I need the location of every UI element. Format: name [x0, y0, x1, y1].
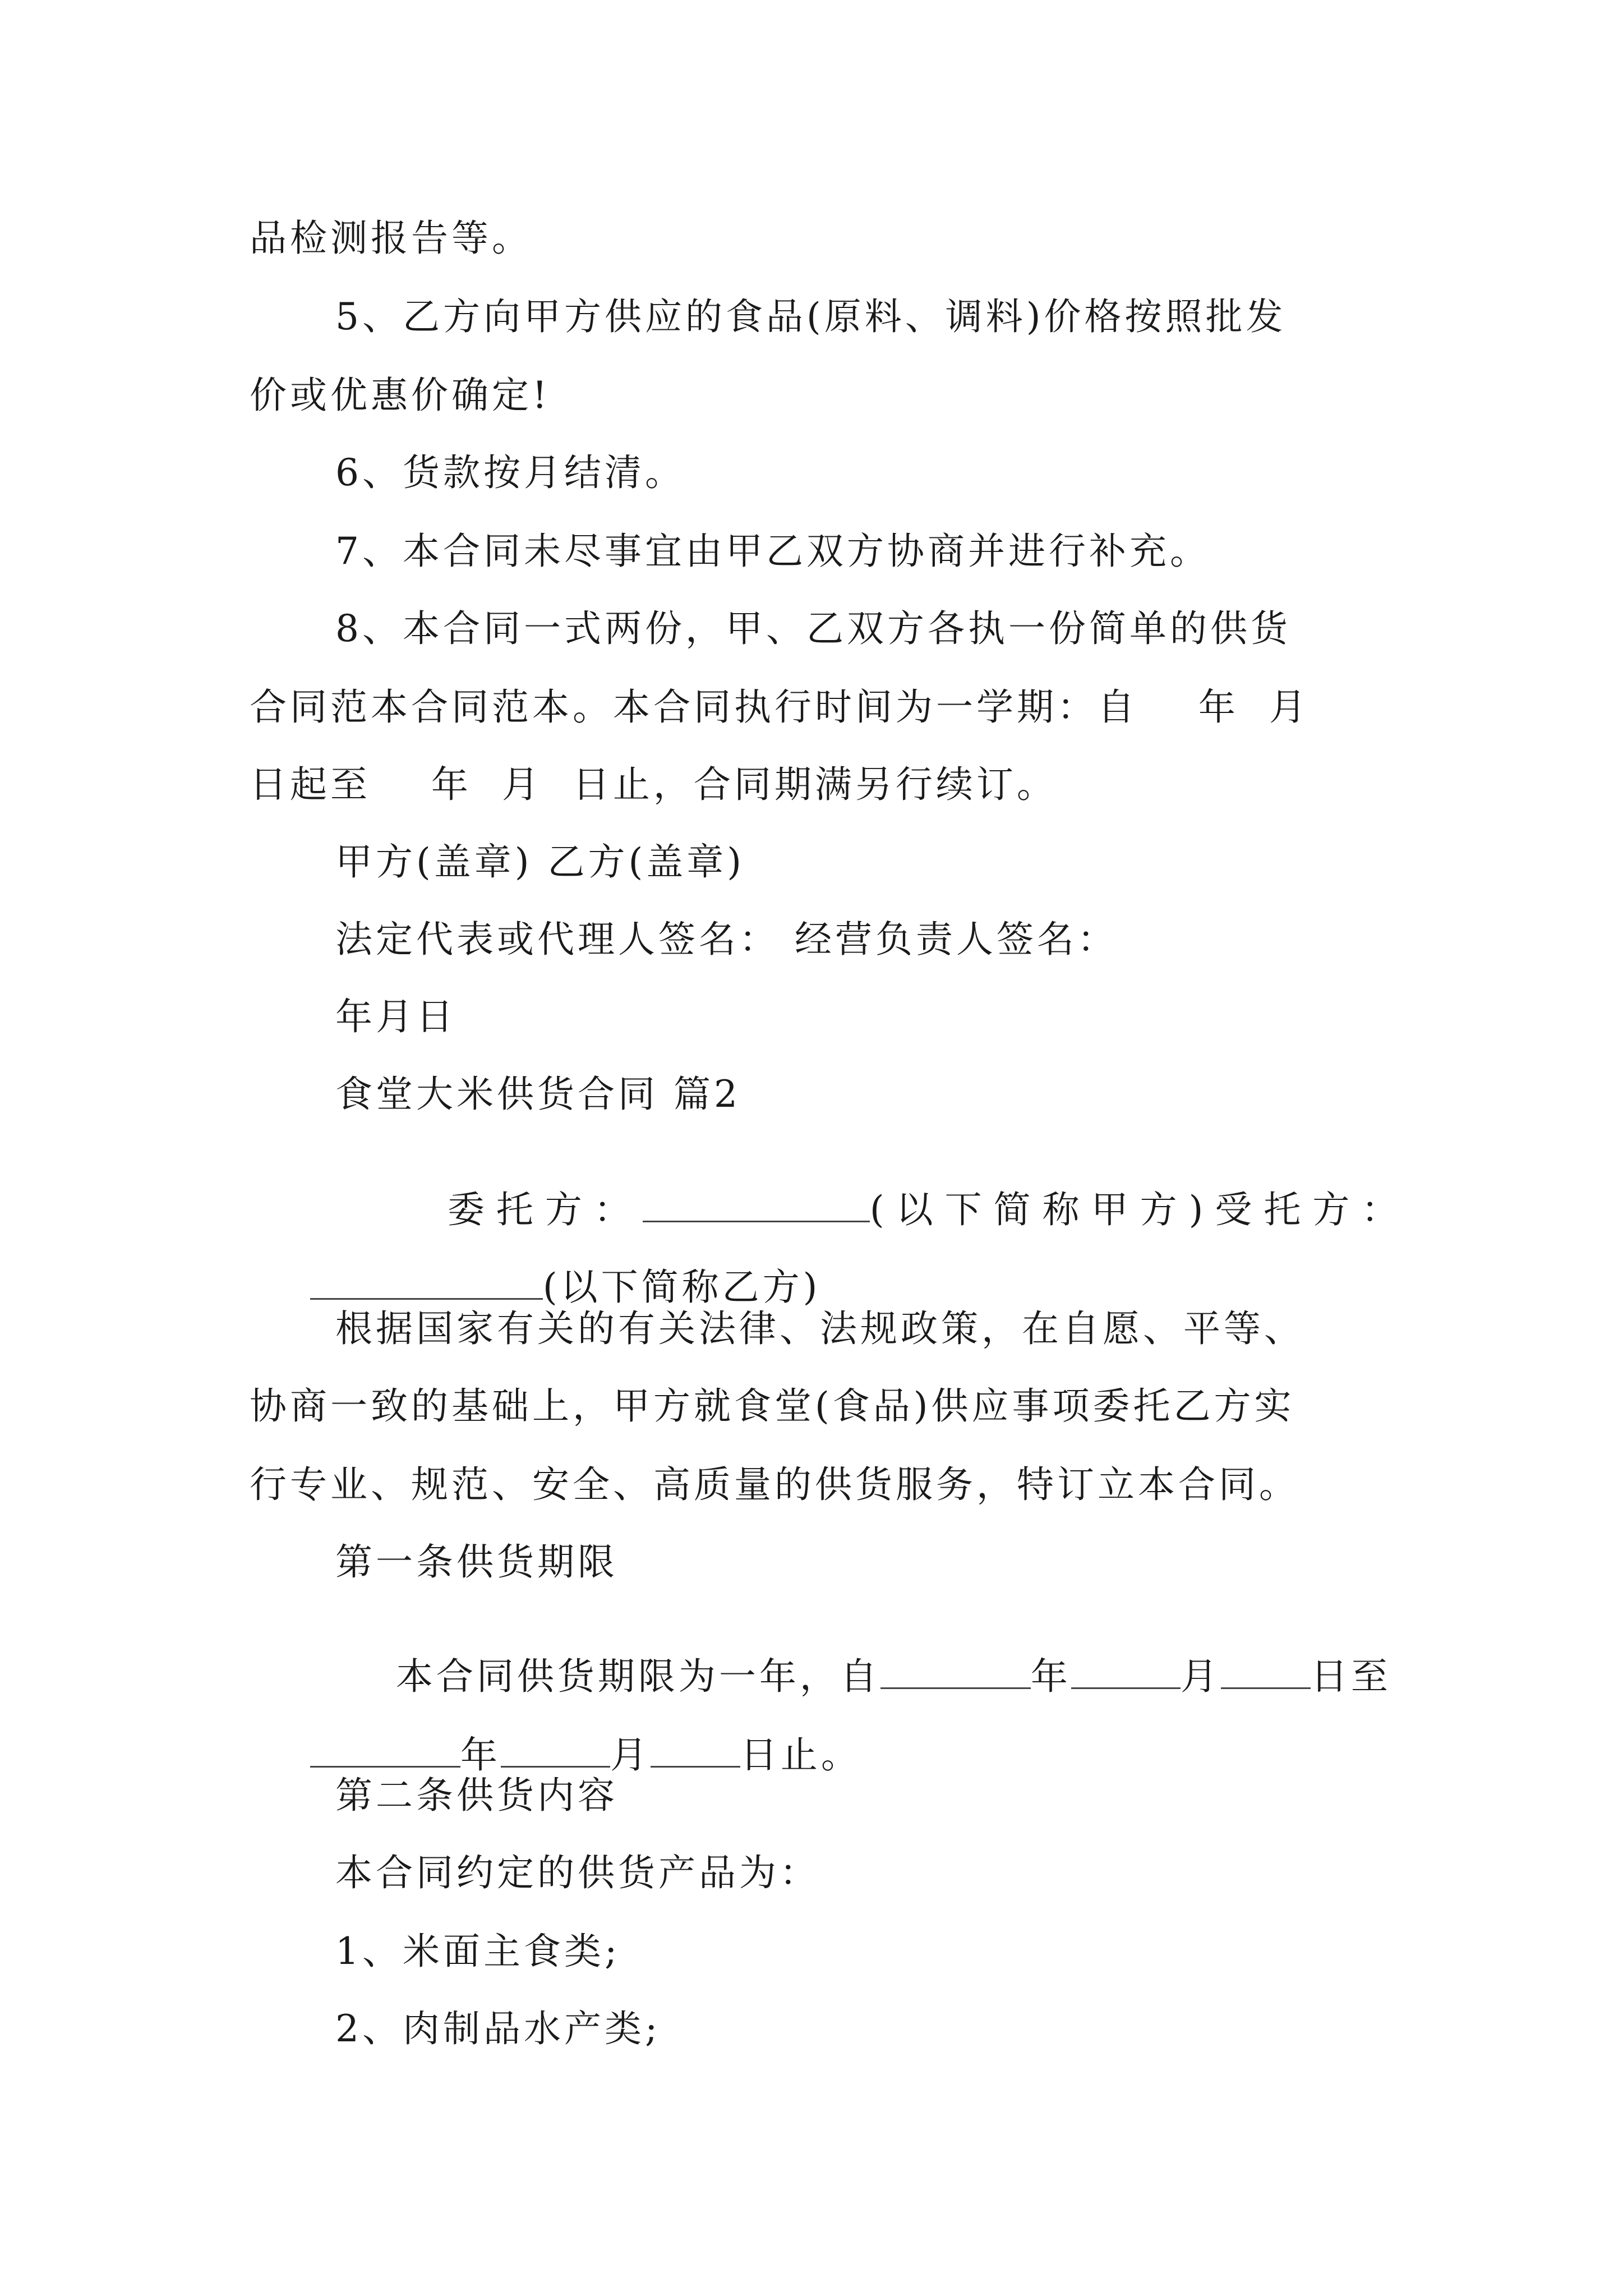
intro-paragraph: 根据国家有关的有关法律、法规政策，在自愿、平等、	[335, 1307, 1304, 1350]
seal-line: 甲方(盖章) 乙方(盖章)	[335, 840, 745, 884]
text-line: 日起至 年 月 日止，合同期满另行续订。	[250, 763, 1057, 806]
list-item: 1、米面主食类;	[335, 1930, 621, 1973]
clause-5: 5、乙方向甲方供应的食品(原料、调料)价格按照批发	[335, 295, 1287, 338]
day-label: 日至	[1310, 1655, 1391, 1698]
day-label: 日止。	[740, 1733, 861, 1777]
blank-field	[643, 1191, 870, 1222]
date-line: 年月日	[335, 995, 457, 1038]
article-2-title: 第二条供货内容	[335, 1774, 618, 1817]
blank-field	[1071, 1658, 1181, 1689]
text-line: 本合同约定的供货产品为：	[335, 1851, 820, 1894]
month-label: 月	[610, 1733, 651, 1777]
blank-field	[310, 1737, 460, 1768]
clause-7: 7、本合同未尽事宜由甲乙双方协商并进行补充。	[335, 530, 1210, 573]
article-1-title: 第一条供货期限	[335, 1540, 618, 1584]
section-title: 食堂大米供货合同 篇2	[335, 1073, 741, 1116]
text-line: 合同范本合同范本。本合同执行时间为一学期：自 年 月	[250, 685, 1310, 729]
signature-line: 法定代表或代理人签名： 经营负责人签名：	[335, 918, 1118, 961]
parties-text: (以下简称甲方)受托方：	[869, 1188, 1410, 1231]
month-label: 月	[1180, 1655, 1221, 1698]
year-label: 年	[460, 1733, 501, 1777]
party-b-text: (以下简称乙方)	[542, 1266, 821, 1309]
blank-field	[310, 1269, 543, 1300]
clause-8: 8、本合同一式两份，甲、乙双方各执一份简单的供货	[335, 607, 1291, 650]
period-text: 本合同供货期限为一年，自	[395, 1655, 880, 1698]
blank-field	[501, 1737, 610, 1768]
blank-field	[880, 1658, 1031, 1689]
text-line: 协商一致的基础上，甲方就食堂(食品)供应事项委托乙方实	[250, 1384, 1295, 1428]
year-label: 年	[1030, 1655, 1071, 1698]
blank-field	[1221, 1658, 1311, 1689]
clause-6: 6、货款按月结清。	[335, 451, 685, 494]
blank-field	[651, 1737, 740, 1768]
text-line: 价或优惠价确定!	[250, 374, 551, 417]
text-line: 品检测报告等。	[250, 217, 532, 260]
entrusting-party-label: 委托方：	[447, 1188, 643, 1231]
text-line: 行专业、规范、安全、高质量的供货服务，特订立本合同。	[250, 1463, 1299, 1506]
list-item: 2、肉制品水产类;	[335, 2007, 661, 2050]
